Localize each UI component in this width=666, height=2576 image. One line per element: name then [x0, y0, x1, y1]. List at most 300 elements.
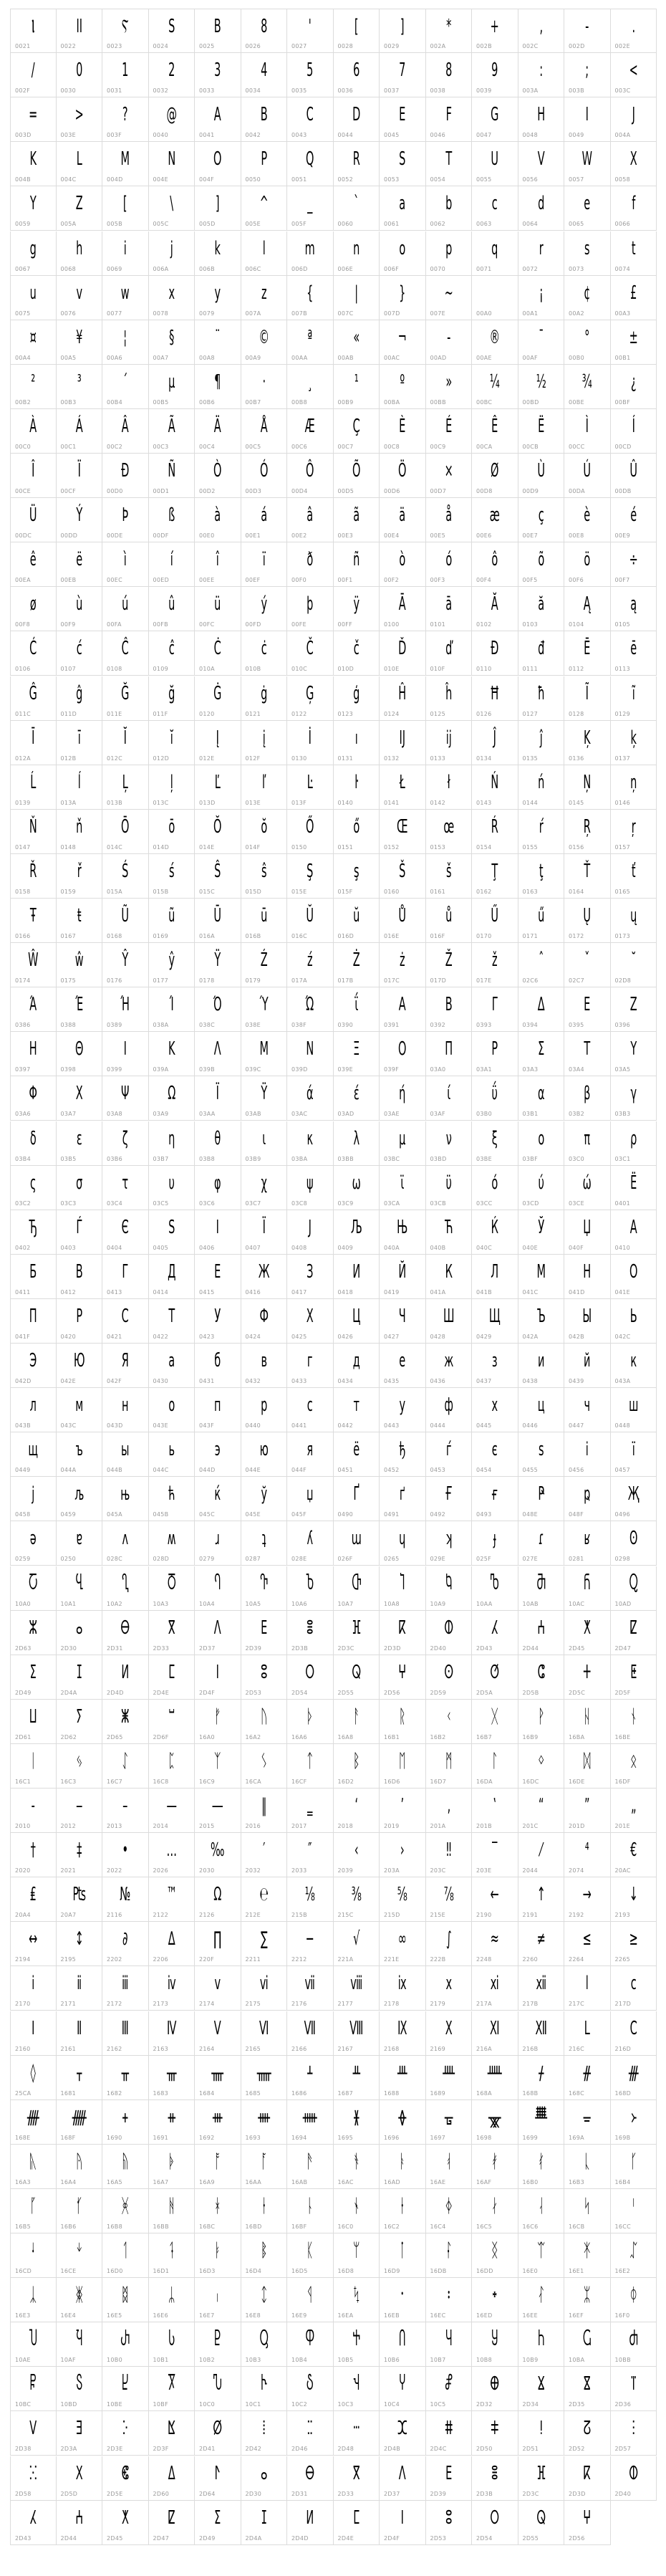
glyph-cell — [10, 721, 57, 765]
glyph-sample: ⵔ — [490, 2506, 500, 2529]
glyph-cell — [426, 2501, 473, 2545]
glyph-cell — [287, 899, 334, 943]
glyph-sample: { — [307, 282, 314, 304]
glyph-cell — [518, 810, 565, 854]
glyph-sample: ⅼ — [585, 1973, 589, 1995]
glyph-cell — [149, 1432, 196, 1477]
glyph-cell — [241, 1877, 288, 1922]
glyph-cell — [426, 1700, 473, 1744]
glyph-codepoint: 043A — [614, 1378, 631, 1385]
glyph-cell — [287, 1700, 334, 1744]
glyph-codepoint: 0043 — [291, 132, 307, 139]
glyph-codepoint: 00CB — [522, 443, 539, 450]
glyph-cell — [380, 2278, 426, 2322]
glyph-sample: ⴹ — [260, 1617, 267, 1639]
glyph-codepoint: 0171 — [522, 933, 539, 940]
glyph-sample: û — [168, 593, 175, 616]
glyph-sample: ⵯ — [168, 1705, 174, 1728]
glyph-sample: þ — [307, 593, 314, 616]
glyph-sample: З — [307, 1260, 314, 1283]
glyph-cell — [472, 1922, 518, 1966]
glyph-sample: Α — [398, 994, 406, 1016]
glyph-sample: ‒ — [75, 1795, 82, 1816]
glyph-cell — [102, 1388, 149, 1432]
glyph-codepoint: 0153 — [430, 843, 446, 851]
glyph-cell — [287, 1877, 334, 1922]
glyph-codepoint: 2D47 — [153, 2534, 170, 2542]
glyph-codepoint: 005C — [153, 221, 169, 228]
glyph-cell — [472, 1166, 518, 1210]
glyph-codepoint: 2D5A — [476, 1689, 493, 1696]
glyph-cell — [57, 1477, 103, 1521]
glyph-codepoint: 012F — [245, 755, 261, 762]
glyph-sample: › — [400, 1839, 405, 1862]
glyph-sample: ᚠ — [213, 1705, 221, 1728]
glyph-cell — [10, 53, 57, 97]
glyph-codepoint: 0404 — [107, 1244, 122, 1251]
glyph-cell — [380, 1744, 426, 1789]
glyph-codepoint: 003D — [15, 132, 32, 139]
glyph-cell — [334, 97, 380, 142]
glyph-cell — [334, 1611, 380, 1655]
glyph-cell — [518, 2056, 565, 2100]
glyph-cell — [241, 1566, 288, 1611]
glyph-sample: Ю — [73, 1350, 85, 1371]
glyph-sample: Û — [629, 460, 637, 482]
glyph-codepoint: 16B6 — [60, 2223, 77, 2230]
glyph-sample: ⵗ — [631, 2418, 635, 2440]
glyph-sample: “ — [538, 1795, 544, 1816]
glyph-cell — [102, 1121, 149, 1166]
glyph-codepoint: 00EA — [15, 577, 31, 584]
glyph-sample: ə — [29, 1528, 37, 1550]
glyph-cell — [10, 631, 57, 676]
glyph-cell — [241, 1744, 288, 1789]
glyph-sample: Ⅻ — [535, 2017, 547, 2039]
glyph-codepoint: 201E — [614, 1823, 631, 1830]
glyph-codepoint: 03AF — [430, 1111, 445, 1118]
glyph-sample: l — [262, 237, 266, 259]
glyph-codepoint: 00CA — [476, 443, 493, 450]
glyph-sample: м — [74, 1394, 83, 1417]
glyph-cell — [611, 2100, 657, 2145]
glyph-cell — [380, 899, 426, 943]
glyph-sample: O — [213, 148, 222, 171]
glyph-sample: Ą — [583, 593, 591, 616]
glyph-codepoint: 010D — [337, 666, 354, 673]
glyph-sample: ш — [628, 1394, 638, 1417]
glyph-codepoint: 2D43 — [476, 1644, 493, 1652]
glyph-codepoint: 10B4 — [291, 2357, 307, 2364]
glyph-cell — [102, 721, 149, 765]
glyph-sample: ᛝ — [491, 2240, 498, 2261]
glyph-sample: ᛭ — [491, 2284, 498, 2307]
glyph-codepoint: 0131 — [337, 755, 354, 762]
glyph-codepoint: 0062 — [430, 221, 446, 228]
glyph-sample: ᚎ — [26, 2106, 39, 2128]
glyph-cell — [380, 53, 426, 97]
glyph-cell — [518, 1877, 565, 1922]
glyph-cell — [102, 1877, 149, 1922]
glyph-codepoint: 0029 — [384, 43, 400, 50]
glyph-codepoint: 0147 — [15, 843, 31, 851]
glyph-cell — [10, 454, 57, 498]
glyph-cell — [611, 142, 657, 186]
glyph-cell — [195, 2189, 241, 2233]
glyph-codepoint: 2032 — [245, 1867, 261, 1874]
glyph-cell — [149, 1210, 196, 1255]
glyph-sample: φ — [213, 1172, 221, 1194]
glyph-codepoint: 0107 — [60, 666, 77, 673]
glyph-codepoint: 0451 — [337, 1467, 354, 1474]
glyph-cell — [472, 2011, 518, 2056]
glyph-codepoint: 0059 — [15, 221, 31, 228]
glyph-codepoint: 044B — [107, 1467, 122, 1474]
glyph-cell — [149, 1966, 196, 2011]
glyph-sample: ’ — [400, 1795, 405, 1816]
glyph-sample: . — [631, 16, 635, 37]
glyph-sample: Ϋ — [260, 1083, 267, 1105]
glyph-codepoint: 0105 — [614, 621, 631, 628]
glyph-cell — [380, 810, 426, 854]
glyph-sample: ű — [537, 905, 544, 927]
glyph-codepoint: 012E — [199, 755, 215, 762]
glyph-codepoint: 003C — [614, 87, 631, 95]
glyph-sample: X — [629, 148, 637, 171]
glyph-cell — [10, 365, 57, 409]
glyph-codepoint: 221E — [384, 1956, 400, 1963]
glyph-codepoint: 0408 — [291, 1244, 307, 1251]
glyph-cell — [518, 97, 565, 142]
glyph-codepoint: 03B3 — [614, 1111, 631, 1118]
glyph-sample: ᚪ — [260, 2150, 268, 2173]
glyph-codepoint: 0158 — [15, 888, 31, 895]
glyph-codepoint: 0132 — [384, 755, 400, 762]
glyph-codepoint: 041E — [614, 1288, 631, 1296]
glyph-codepoint: 014F — [245, 843, 261, 851]
glyph-codepoint: 2177 — [337, 2001, 354, 2008]
glyph-sample: ᚧ — [168, 2150, 175, 2173]
glyph-sample: ў — [260, 1483, 267, 1505]
glyph-codepoint: 028E — [291, 1556, 307, 1563]
glyph-sample: Ε — [584, 994, 591, 1016]
glyph-sample: Я — [121, 1350, 129, 1371]
glyph-codepoint: 2D41 — [199, 2446, 216, 2453]
glyph-cell — [611, 2189, 657, 2233]
glyph-codepoint: 16AD — [384, 2178, 401, 2185]
glyph-cell — [149, 231, 196, 276]
glyph-sample: ⵒ — [583, 2418, 592, 2440]
glyph-codepoint: 168A — [476, 2089, 492, 2097]
glyph-sample: ⴹ — [445, 2462, 452, 2484]
glyph-cell — [149, 899, 196, 943]
glyph-sample: Ґ — [352, 1483, 359, 1505]
glyph-sample: 2 — [168, 59, 175, 82]
glyph-sample: ö — [584, 549, 591, 571]
glyph-cell — [334, 1299, 380, 1344]
glyph-sample: Њ — [397, 1216, 408, 1238]
glyph-codepoint: 0028 — [337, 43, 354, 50]
glyph-codepoint: 0492 — [430, 1511, 446, 1518]
glyph-cell — [426, 1966, 473, 2011]
glyph-codepoint: 00E4 — [384, 532, 400, 540]
glyph-sample: Λ — [213, 1038, 221, 1060]
glyph-sample: II — [75, 16, 82, 37]
glyph-sample: ⵤ — [214, 2462, 221, 2484]
glyph-sample: ˇ — [584, 949, 590, 972]
glyph-cell — [334, 365, 380, 409]
glyph-codepoint: 0135 — [522, 755, 539, 762]
glyph-cell — [287, 1210, 334, 1255]
glyph-cell — [518, 1344, 565, 1388]
glyph-sample: ζ — [122, 1127, 128, 1149]
glyph-sample: • — [122, 1839, 129, 1862]
glyph-codepoint: 041B — [476, 1288, 492, 1296]
glyph-codepoint: 2D6F — [153, 1733, 169, 1741]
glyph-codepoint: 169A — [569, 2134, 584, 2141]
glyph-cell — [57, 587, 103, 631]
glyph-cell — [518, 1121, 565, 1166]
glyph-codepoint: 00BB — [430, 398, 446, 406]
glyph-sample: Τ — [584, 1038, 591, 1060]
glyph-codepoint: 2D37 — [199, 1644, 216, 1652]
glyph-sample: Ť — [584, 860, 591, 882]
glyph-cell — [10, 1655, 57, 1700]
glyph-codepoint: 015F — [337, 888, 353, 895]
glyph-cell — [472, 9, 518, 53]
glyph-sample: ‛ — [493, 1795, 497, 1816]
glyph-codepoint: 0424 — [245, 1333, 261, 1340]
glyph-cell — [287, 454, 334, 498]
glyph-cell — [380, 854, 426, 899]
glyph-sample: Ⲋ — [121, 16, 129, 37]
glyph-cell — [380, 2367, 426, 2411]
glyph-sample: ↔ — [29, 1928, 38, 1950]
glyph-codepoint: 048F — [569, 1511, 584, 1518]
glyph-codepoint: 013F — [291, 799, 307, 806]
glyph-cell — [472, 854, 518, 899]
glyph-sample: ô — [491, 549, 498, 571]
glyph-sample: Á — [75, 415, 83, 437]
glyph-cell — [472, 2456, 518, 2501]
glyph-codepoint: 007E — [430, 310, 446, 317]
glyph-codepoint: 0433 — [291, 1378, 307, 1385]
glyph-cell — [426, 2322, 473, 2367]
glyph-codepoint: 201D — [569, 1823, 585, 1830]
glyph-codepoint: 2D54 — [476, 2534, 493, 2542]
glyph-codepoint: 20AC — [614, 1867, 631, 1874]
glyph-codepoint: 0420 — [60, 1333, 77, 1340]
glyph-codepoint: 038F — [291, 1022, 307, 1029]
glyph-cell — [57, 1566, 103, 1611]
glyph-sample: ⵌ — [444, 2418, 453, 2440]
glyph-cell — [195, 721, 241, 765]
glyph-codepoint: 017C — [384, 977, 400, 985]
glyph-sample: ⴷ — [398, 2462, 406, 2484]
glyph-codepoint: 201C — [522, 1823, 539, 1830]
glyph-sample: ⵜ — [583, 1661, 592, 1683]
glyph-cell — [518, 276, 565, 320]
glyph-sample: ч — [584, 1394, 591, 1417]
glyph-sample: ά — [306, 1083, 314, 1105]
glyph-cell — [241, 2233, 288, 2278]
glyph-cell — [611, 1700, 657, 1744]
glyph-codepoint: 2D3D — [384, 1644, 401, 1652]
glyph-sample: ᛯ — [583, 2284, 591, 2307]
glyph-codepoint: 0122 — [291, 710, 307, 717]
glyph-codepoint: 16C7 — [107, 1778, 123, 1785]
glyph-codepoint: 013D — [199, 799, 216, 806]
glyph-codepoint: 0151 — [337, 843, 354, 851]
glyph-codepoint: 0038 — [430, 87, 446, 95]
glyph-codepoint: 16AF — [476, 2178, 492, 2185]
glyph-codepoint: 0172 — [569, 933, 584, 940]
glyph-cell — [611, 1789, 657, 1833]
glyph-codepoint: 0391 — [384, 1022, 400, 1029]
glyph-cell — [195, 1344, 241, 1388]
glyph-sample: ᚛ — [630, 2106, 636, 2128]
glyph-codepoint: 03AB — [245, 1111, 261, 1118]
glyph-sample: ᛎ — [75, 2240, 83, 2261]
glyph-codepoint: 00AD — [430, 354, 447, 361]
glyph-cell — [57, 2233, 103, 2278]
glyph-cell — [287, 365, 334, 409]
glyph-cell — [195, 97, 241, 142]
glyph-codepoint: 10B0 — [107, 2357, 122, 2364]
glyph-codepoint: 16C0 — [337, 2223, 354, 2230]
glyph-sample: ᚉ — [442, 2062, 455, 2084]
glyph-codepoint: 0496 — [614, 1511, 631, 1518]
glyph-sample: : — [539, 59, 543, 82]
glyph-cell — [10, 1611, 57, 1655]
glyph-codepoint: 00BC — [476, 398, 493, 406]
glyph-cell — [102, 631, 149, 676]
glyph-sample: ᛣ — [29, 2284, 37, 2307]
glyph-codepoint: 0405 — [153, 1244, 169, 1251]
glyph-cell — [10, 1922, 57, 1966]
glyph-cell — [149, 97, 196, 142]
glyph-sample: v — [75, 282, 82, 304]
glyph-codepoint: 00E9 — [614, 532, 631, 540]
glyph-sample: h — [75, 237, 82, 259]
glyph-cell — [334, 2189, 380, 2233]
glyph-sample: Г — [122, 1260, 129, 1283]
glyph-sample: ţ — [539, 860, 544, 882]
glyph-sample: ´ — [122, 370, 128, 393]
glyph-sample: ∞ — [397, 1928, 407, 1950]
glyph-codepoint: 1690 — [107, 2134, 122, 2141]
glyph-sample: Ц — [352, 1305, 360, 1327]
glyph-cell — [241, 320, 288, 365]
glyph-cell — [564, 1833, 611, 1877]
glyph-sample: ɟ — [493, 1528, 496, 1550]
glyph-sample: < — [629, 59, 638, 82]
glyph-codepoint: 0057 — [569, 176, 584, 183]
glyph-codepoint: 201A — [430, 1823, 446, 1830]
glyph-cell — [102, 53, 149, 97]
glyph-cell — [380, 1521, 426, 1566]
glyph-cell — [287, 53, 334, 97]
glyph-codepoint: 0448 — [614, 1422, 631, 1430]
glyph-sample: Ⴡ — [260, 2373, 267, 2395]
glyph-cell — [334, 587, 380, 631]
glyph-cell — [57, 721, 103, 765]
glyph-codepoint: 2164 — [199, 2045, 215, 2052]
glyph-codepoint: 0034 — [245, 87, 261, 95]
glyph-cell — [149, 53, 196, 97]
glyph-sample: Ω — [213, 1884, 222, 1906]
glyph-sample: Ú — [583, 460, 592, 482]
glyph-codepoint: 03A0 — [430, 1066, 446, 1073]
glyph-codepoint: 005F — [291, 221, 307, 228]
glyph-codepoint: 00CF — [60, 488, 77, 495]
glyph-sample: † — [30, 1839, 36, 1862]
glyph-codepoint: 217B — [522, 2001, 539, 2008]
glyph-cell — [149, 676, 196, 721]
glyph-codepoint: 0136 — [569, 755, 584, 762]
glyph-sample: Χ — [75, 1083, 83, 1105]
glyph-cell — [564, 854, 611, 899]
glyph-sample: ᚮ — [445, 2150, 453, 2173]
glyph-cell — [518, 2322, 565, 2367]
glyph-cell — [472, 765, 518, 810]
glyph-sample: ⵍ — [121, 1661, 130, 1683]
glyph-codepoint: 045A — [107, 1511, 122, 1518]
glyph-cell — [195, 1032, 241, 1076]
glyph-sample: ⅶ — [304, 1973, 315, 1995]
glyph-sample: ⵠ — [168, 2462, 175, 2484]
glyph-sample: ä — [399, 504, 406, 527]
glyph-codepoint: 0422 — [153, 1333, 169, 1340]
glyph-codepoint: 03C8 — [291, 1200, 308, 1207]
glyph-cell — [149, 1744, 196, 1789]
glyph-codepoint: 2172 — [107, 2001, 122, 2008]
glyph-sample: Ⴛ — [628, 2329, 638, 2351]
glyph-cell — [57, 142, 103, 186]
glyph-sample: Ѕ — [168, 1216, 175, 1238]
glyph-codepoint: 016A — [199, 933, 215, 940]
glyph-sample: Э — [29, 1350, 37, 1371]
glyph-codepoint: 1685 — [245, 2089, 261, 2097]
glyph-codepoint: 03BF — [522, 1155, 538, 1162]
glyph-cell — [287, 587, 334, 631]
glyph-codepoint: 015B — [153, 888, 169, 895]
glyph-sample: ĺ — [77, 771, 81, 793]
glyph-codepoint: 039C — [245, 1066, 261, 1073]
glyph-sample: ή — [399, 1083, 406, 1105]
glyph-cell — [57, 854, 103, 899]
glyph-sample: Ⴑ — [168, 2329, 175, 2351]
glyph-cell — [102, 1166, 149, 1210]
glyph-cell — [611, 2233, 657, 2278]
glyph-sample: Ⴚ — [582, 2329, 592, 2351]
glyph-cell — [10, 1877, 57, 1922]
glyph-codepoint: 0041 — [199, 132, 215, 139]
glyph-sample: Μ — [259, 1038, 269, 1060]
glyph-sample: ᚁ — [76, 2062, 82, 2084]
glyph-cell — [149, 454, 196, 498]
glyph-codepoint: 0439 — [569, 1378, 584, 1385]
glyph-cell — [564, 1655, 611, 1700]
glyph-codepoint: 00C6 — [291, 443, 308, 450]
glyph-cell — [564, 186, 611, 231]
glyph-codepoint: 2D4A — [245, 2534, 262, 2542]
glyph-cell — [380, 1166, 426, 1210]
glyph-codepoint: 168F — [60, 2134, 76, 2141]
glyph-sample: Ⅼ — [584, 2017, 590, 2039]
glyph-codepoint: 16AC — [337, 2178, 354, 2185]
glyph-cell — [241, 97, 288, 142]
